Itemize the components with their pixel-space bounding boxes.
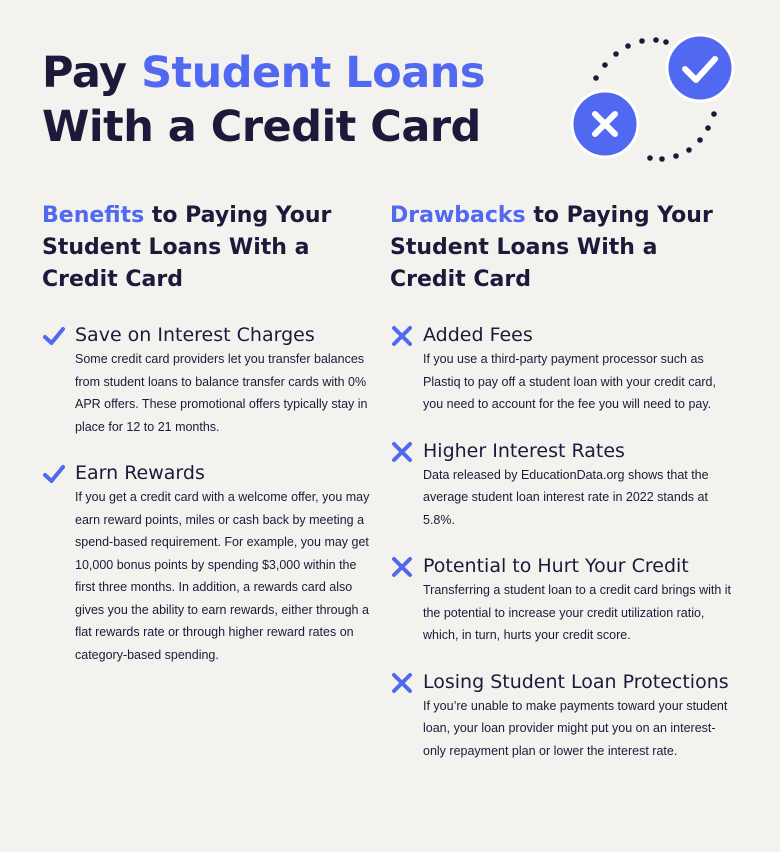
benefits-heading	[42, 200, 372, 296]
title-line2: With a Credit Card	[42, 102, 481, 152]
benefit-body: Some credit card providers let you transfer balances from student loans to balance transfer cards with 0% APR offers. These promotional offers typically stay in place for 12 to 21 months.	[75, 352, 368, 434]
benefit-title: Earn Rewards	[75, 462, 205, 484]
drawback-title: Added Fees	[423, 324, 533, 346]
drawbacks-heading	[390, 200, 735, 296]
x-icon	[390, 441, 414, 463]
page-title	[42, 46, 485, 154]
drawback-body: Transferring a student loan to a credit card brings with it the potential to increase your credit utilization ratio, which, in turn, hurts your credit score.	[423, 583, 732, 642]
benefit-item	[42, 322, 372, 438]
drawbacks-heading-accent: Drawbacks	[390, 203, 526, 228]
x-icon	[390, 672, 414, 694]
check-icon	[42, 463, 66, 485]
drawback-body: Data released by EducationData.org shows that the average student loan interest rate in 2022 stands at 5.8%.	[423, 467, 709, 527]
benefits-heading-accent: Benefits	[42, 203, 145, 228]
drawback-item	[390, 438, 735, 532]
drawback-title: Potential to Hurt Your Credit	[423, 555, 689, 577]
drawback-body: If you use a third-party payment processor such as Plastiq to pay off a student loan with your credit card, you need to account for the fee you will need to pay.	[423, 352, 716, 411]
drawbacks-section	[390, 200, 735, 784]
benefit-body: If you get a credit card with a welcome offer, you may earn reward points, miles or cash back by meeting a spend-based requirement. For example, you may get 10,000 bonus points by spending $3,000 within the first three months. In addition, a rewards card also gives you the ability to earn rewards, either through a flat rewards rate or through higher reward rates on category-based spending.	[75, 490, 370, 662]
title-prefix: Pay	[42, 48, 142, 98]
benefits-heading-rest: to Paying Your Student Loans With a Credit Card	[42, 203, 332, 292]
title-accent: Student Loans	[141, 48, 485, 98]
check-icon	[42, 325, 66, 347]
x-icon	[390, 325, 414, 347]
benefit-item	[42, 460, 372, 666]
swap-decoration-icon	[560, 28, 760, 178]
drawback-title: Higher Interest Rates	[423, 439, 625, 462]
drawback-item	[390, 322, 735, 416]
benefit-title: Save on Interest Charges	[75, 324, 315, 346]
drawback-item	[390, 669, 735, 763]
benefits-section	[42, 200, 372, 688]
drawback-body: If you’re unable to make payments toward your student loan, your loan provider might put you on an interest-only repayment plan or lower the interest rate.	[423, 698, 728, 758]
drawback-item	[390, 553, 735, 647]
drawback-title: Losing Student Loan Protections	[423, 670, 729, 693]
x-icon	[390, 556, 414, 578]
drawbacks-heading-rest: to Paying Your Student Loans With a Credit Card	[390, 203, 713, 292]
